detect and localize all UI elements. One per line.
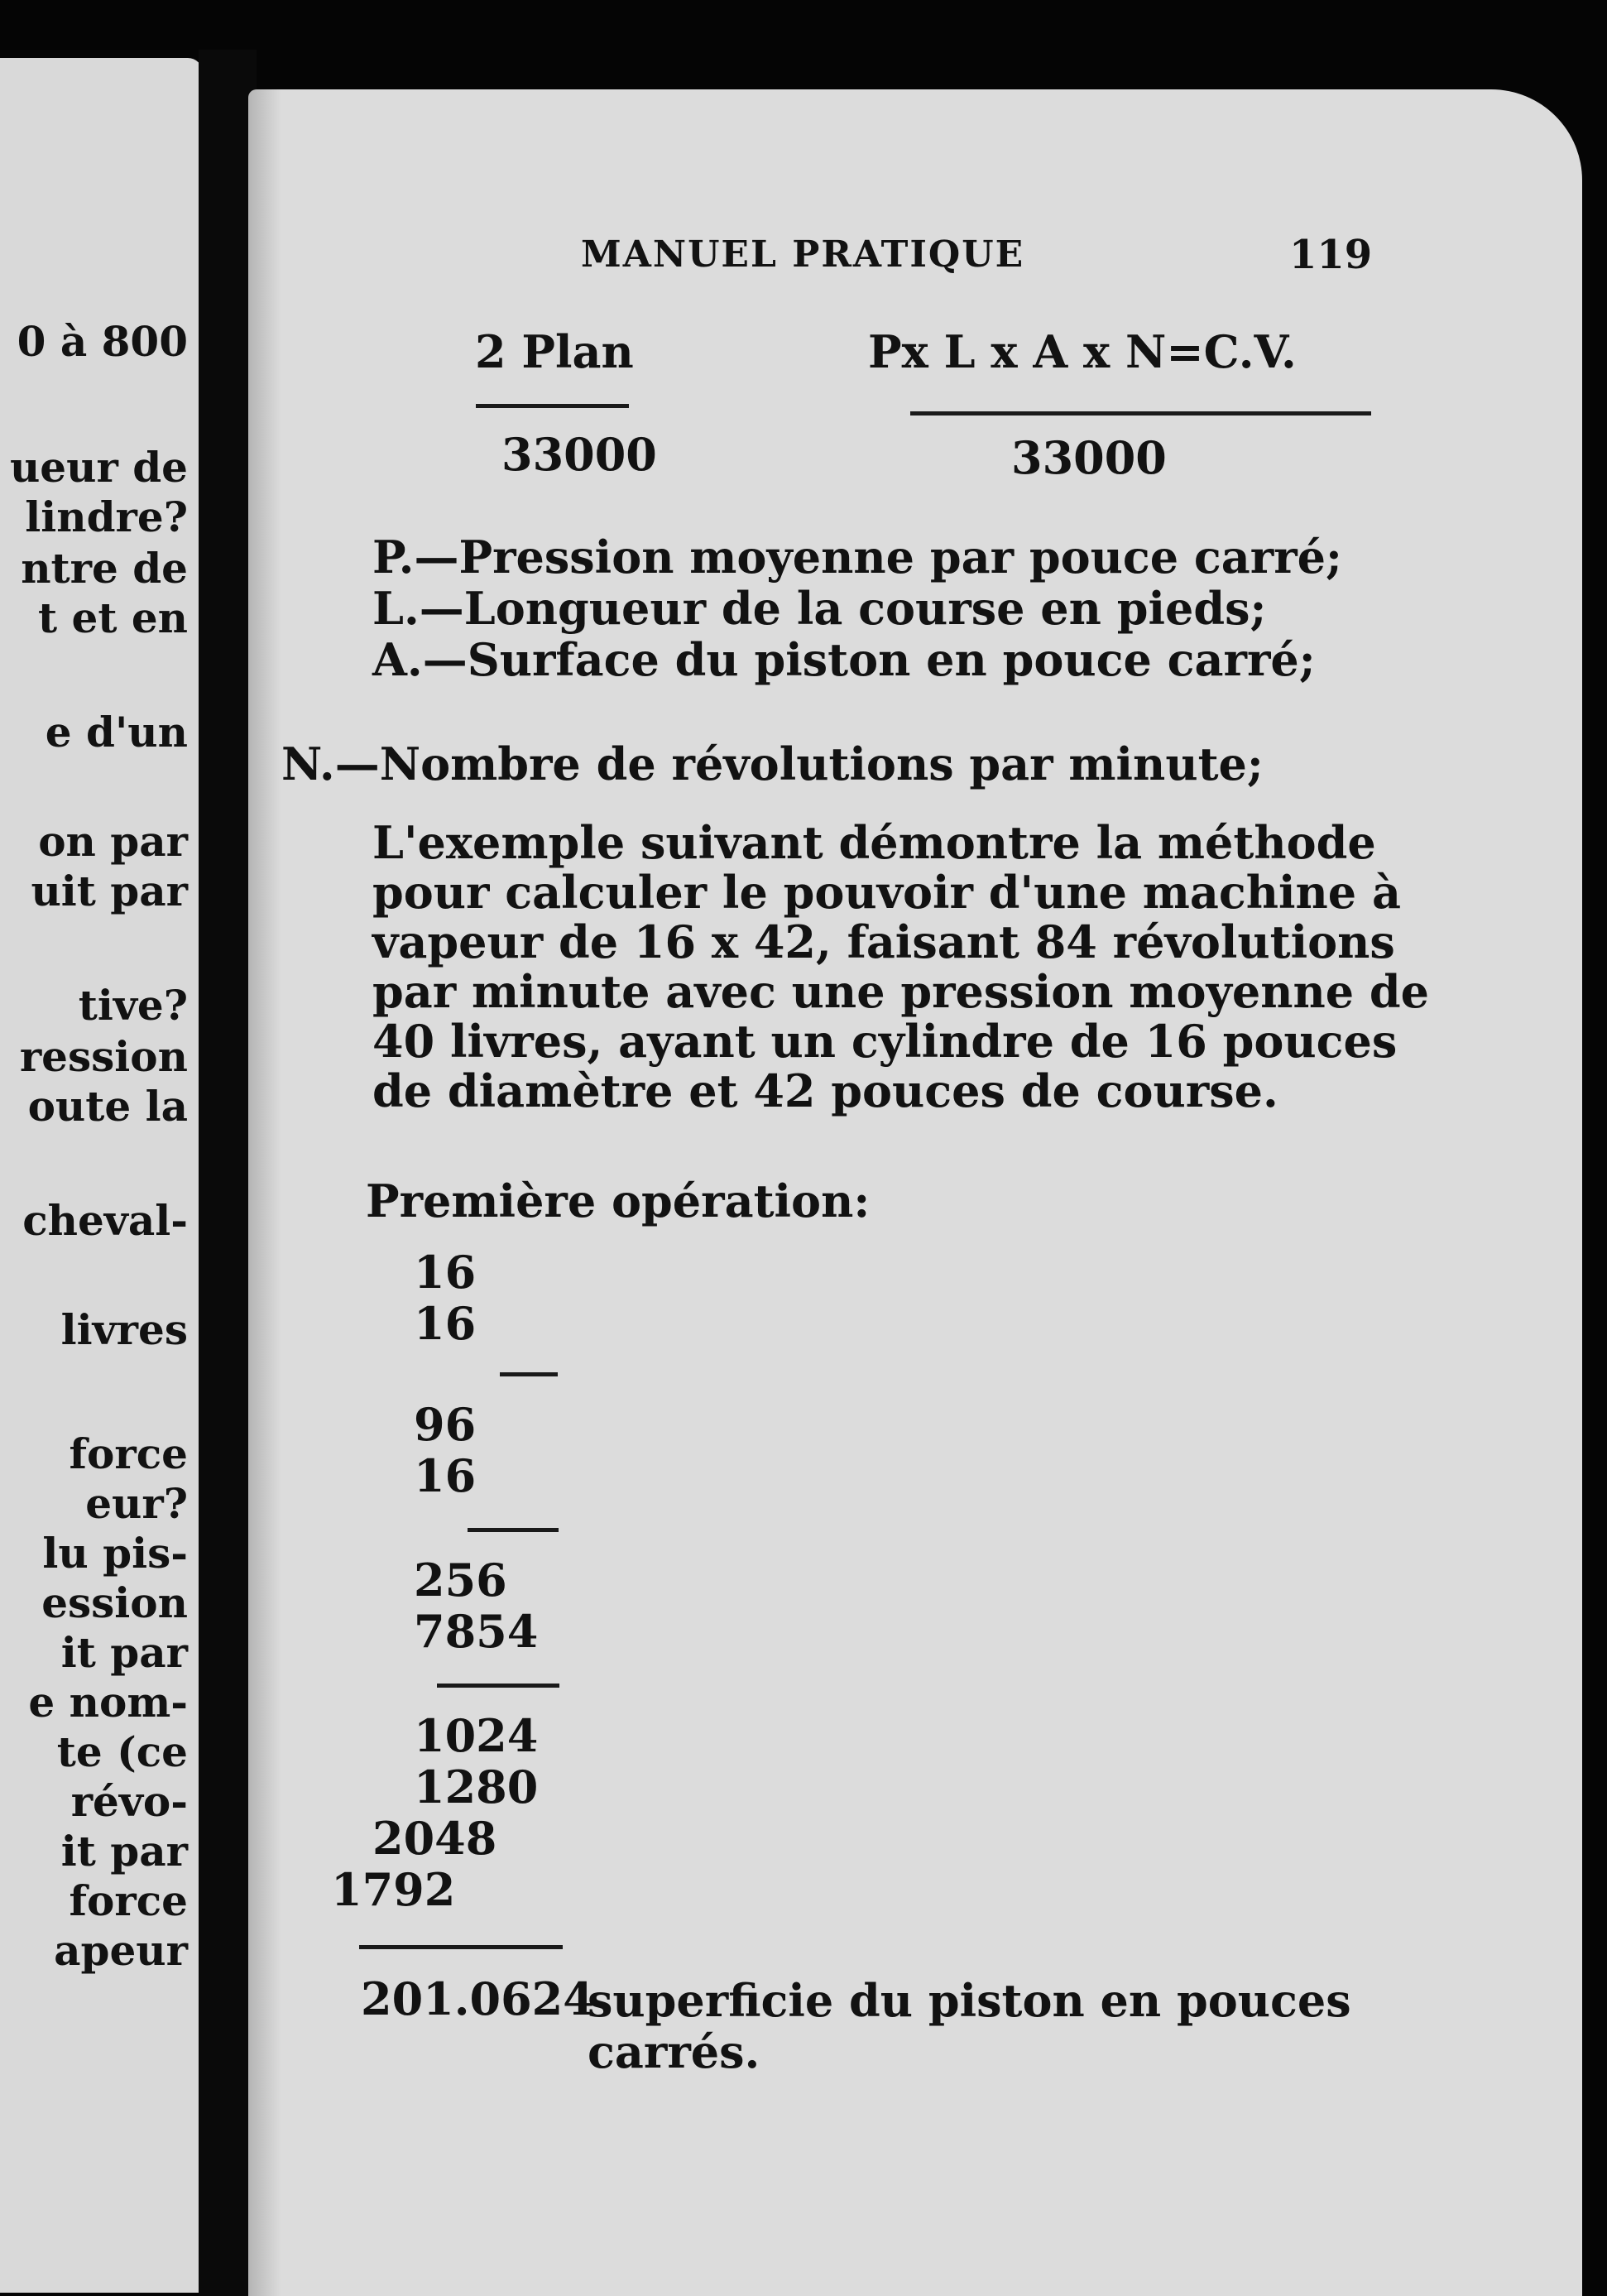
running-head: MANUEL PRATIQUE — [581, 233, 1025, 276]
sum-line — [468, 1528, 559, 1532]
fraction-bar — [910, 411, 1371, 415]
sum-line — [500, 1372, 558, 1376]
left-page-line: ession — [41, 1578, 188, 1627]
operation-number: 1792 — [331, 1863, 456, 1916]
left-page-line: t et en — [38, 593, 188, 642]
left-page-line: tive? — [78, 981, 188, 1030]
paragraph-line: L'exemple suivant démontre la méthode — [372, 816, 1376, 869]
left-page-line: te (ce — [56, 1727, 188, 1776]
formula-right-numerator: Px L x A x N=C.V. — [868, 325, 1297, 378]
left-page-line: 0 à 800 — [17, 317, 188, 366]
left-page-line: it par — [60, 1628, 188, 1677]
left-page-line: oute la — [27, 1082, 188, 1131]
left-page-line: lindre? — [25, 492, 188, 541]
definition-a: A.—Surface du piston en pouce carré; — [372, 633, 1316, 686]
paragraph-line: par minute avec une pression moyenne de — [372, 965, 1429, 1018]
formula-left-numerator: 2 Plan — [475, 325, 634, 378]
page-number: 119 — [1289, 232, 1373, 278]
left-page-line: lu pis- — [42, 1529, 188, 1578]
paragraph-line: de diamètre et 42 pouces de course. — [372, 1064, 1278, 1117]
left-page-line: livres — [60, 1305, 188, 1354]
paragraph-line: pour calculer le pouvoir d'une machine à — [372, 866, 1401, 919]
left-page-line: révo- — [70, 1777, 188, 1826]
operation-number: 1280 — [414, 1760, 539, 1813]
left-page-line: it par — [60, 1827, 188, 1876]
left-page-line: force — [69, 1429, 188, 1478]
left-page-line: uit par — [31, 867, 188, 915]
paragraph-line: 40 livres, ayant un cylindre de 16 pouces — [372, 1015, 1398, 1068]
definition-n: N.—Nombre de révolutions par minute; — [281, 737, 1264, 790]
left-page-line: on par — [38, 817, 188, 866]
operation-number: 2048 — [372, 1812, 497, 1865]
left-page-fragment — [0, 58, 203, 2293]
left-page-line: force — [69, 1876, 188, 1925]
definition-l: L.—Longueur de la course en pieds; — [372, 582, 1267, 635]
operation-number: 16 — [414, 1246, 477, 1299]
result-label: carrés. — [588, 2025, 760, 2078]
operation-number: 96 — [414, 1398, 477, 1451]
left-page-line: e d'un — [45, 708, 188, 757]
sum-line — [437, 1684, 559, 1688]
operation-heading: Première opération: — [366, 1174, 871, 1227]
result-label: superficie du piston en pouces — [588, 1974, 1351, 2027]
left-page-line: ression — [19, 1032, 188, 1081]
operation-number: 7854 — [414, 1605, 539, 1658]
left-page-line: ueur de — [9, 443, 188, 492]
formula-left-denominator: 33000 — [501, 428, 657, 481]
left-page-line: cheval- — [22, 1196, 188, 1245]
operation-number: 256 — [414, 1554, 507, 1607]
operation-result: 201.0624 — [361, 1972, 594, 2025]
left-page-line: apeur — [54, 1926, 188, 1975]
book-page — [248, 89, 1582, 2296]
left-page-line: eur? — [85, 1479, 188, 1528]
operation-number: 1024 — [414, 1709, 539, 1762]
fraction-bar — [476, 404, 629, 408]
paragraph-line: vapeur de 16 x 42, faisant 84 révolutions — [372, 915, 1395, 968]
left-page-line: ntre de — [21, 544, 188, 593]
left-page-line: e nom- — [28, 1678, 188, 1727]
formula-right-denominator: 33000 — [1011, 431, 1167, 484]
definition-p: P.—Pression moyenne par pouce carré; — [372, 531, 1342, 584]
operation-number: 16 — [414, 1449, 477, 1502]
total-line — [359, 1945, 563, 1949]
operation-number: 16 — [414, 1297, 477, 1350]
